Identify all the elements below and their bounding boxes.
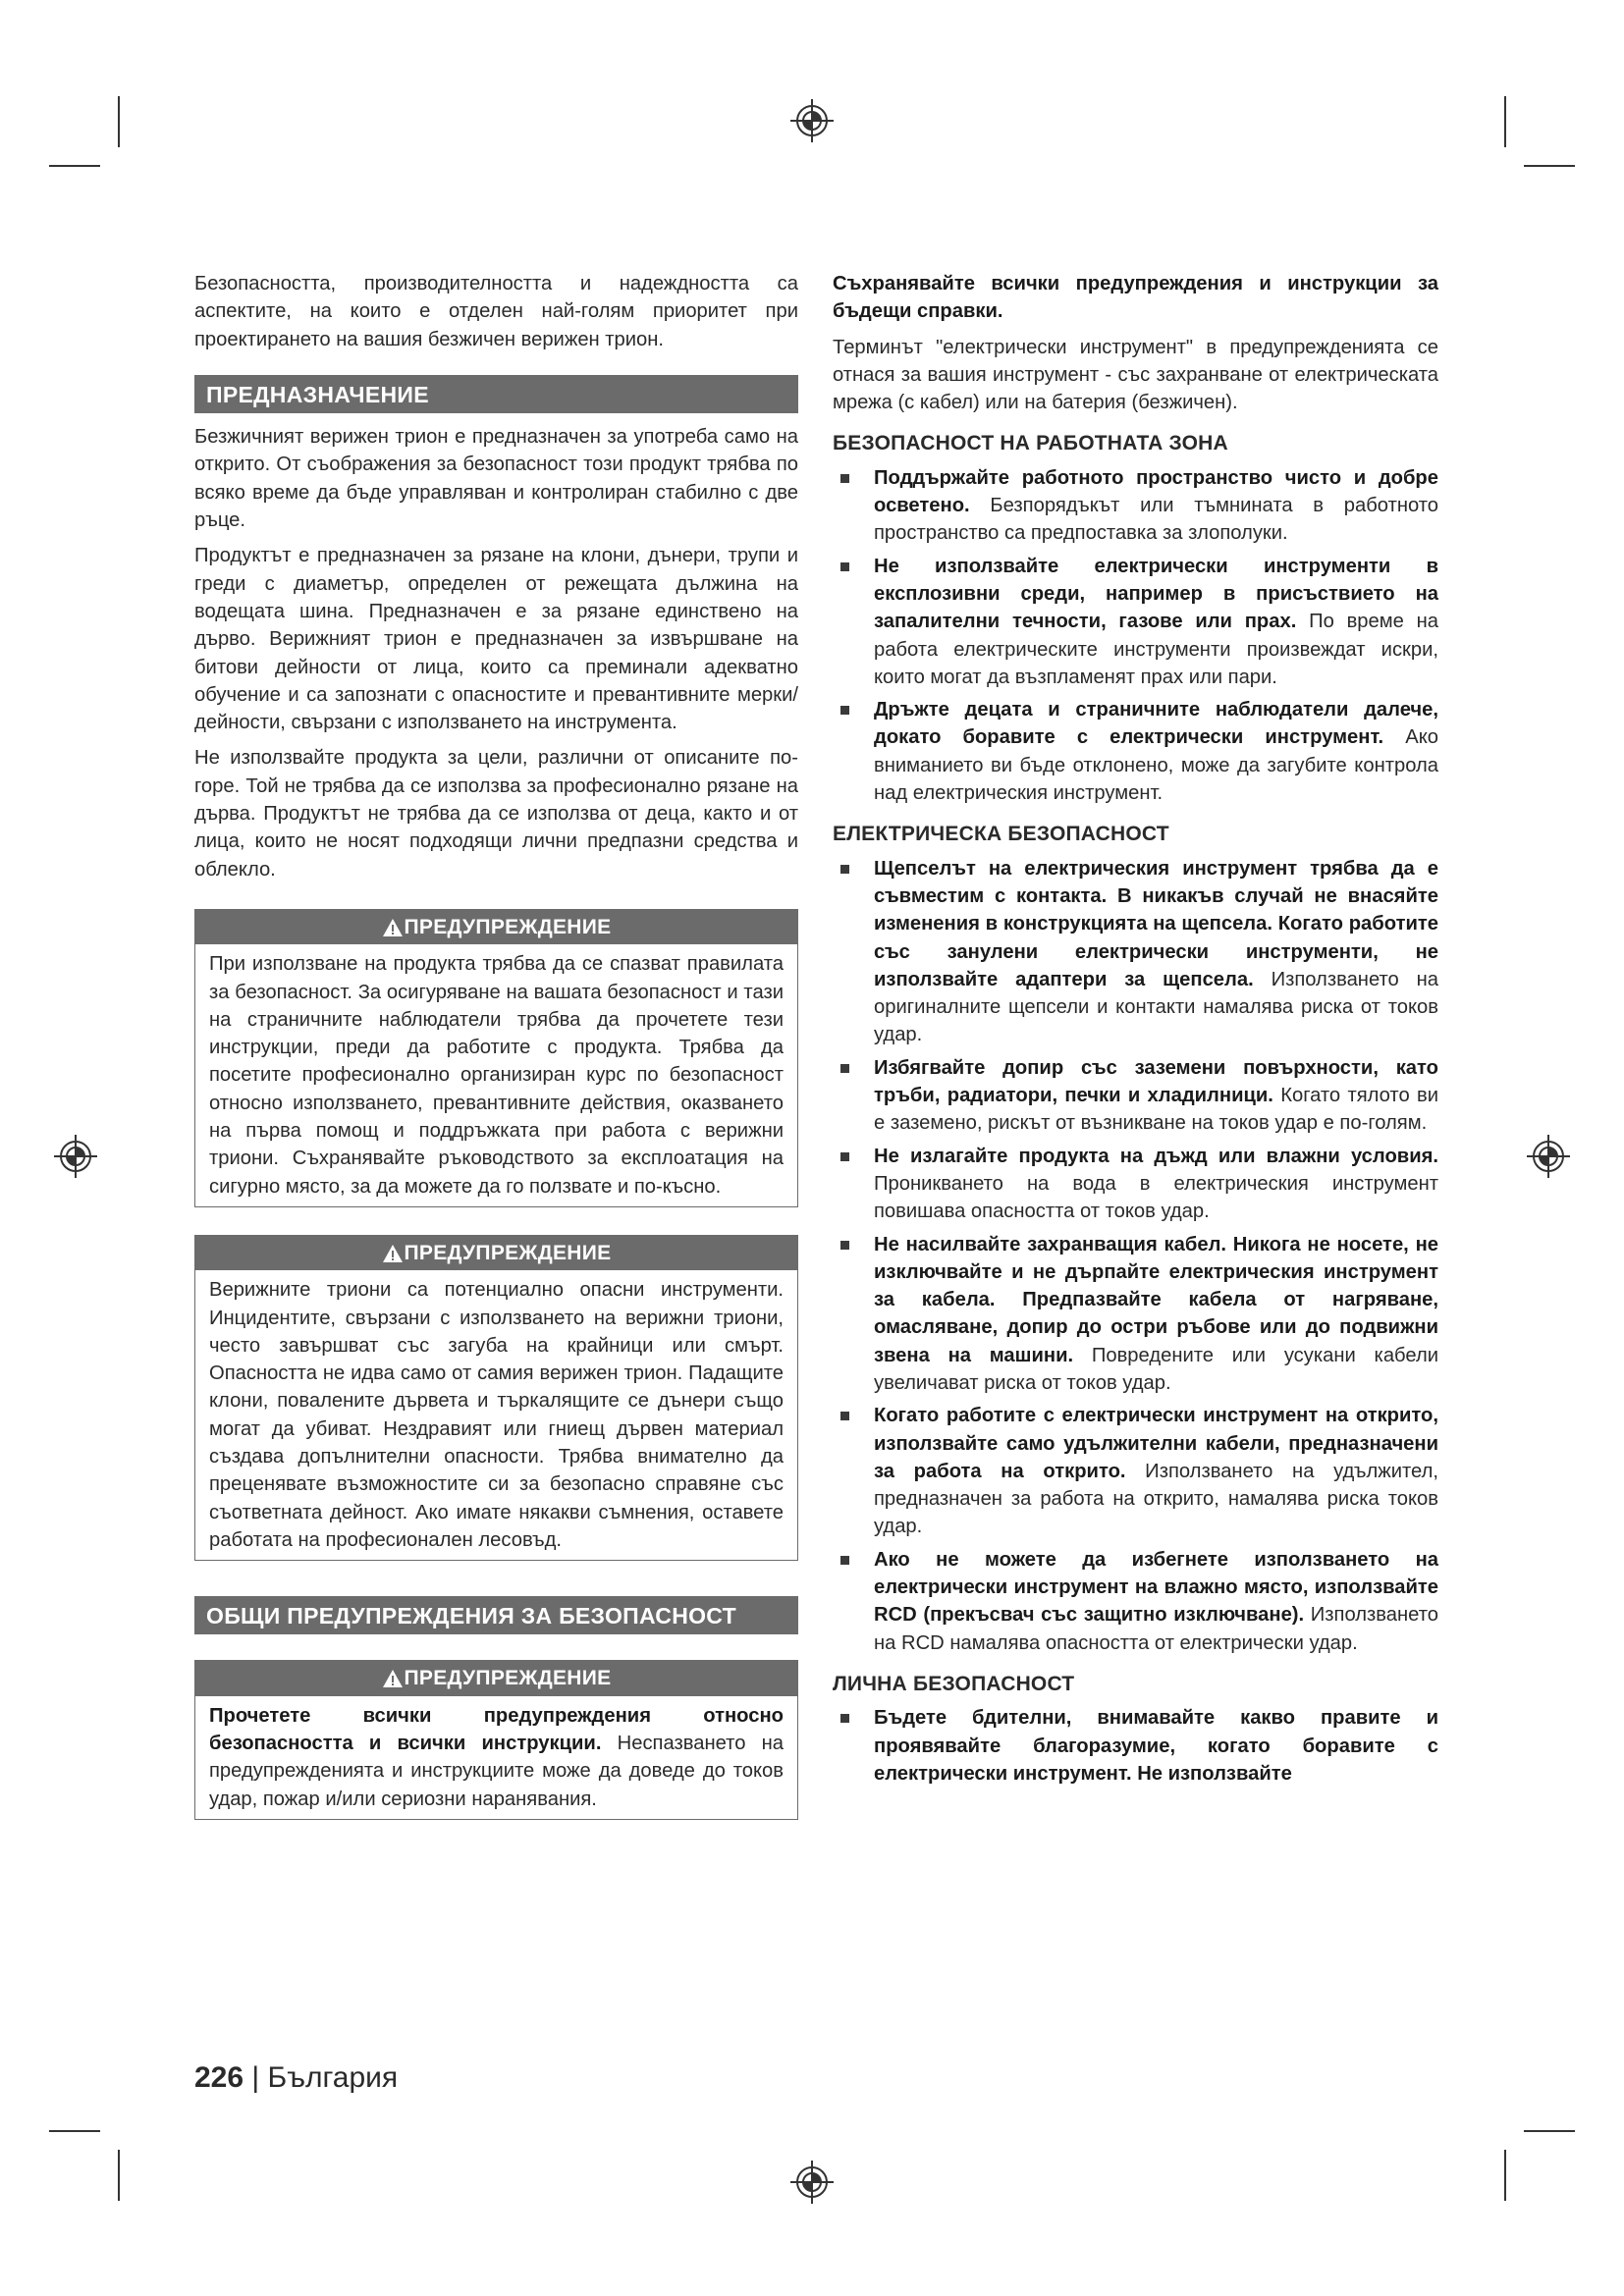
term-definition: Терминът "електрически инструмент" в предупрежденията се отнася за вашия инструмент - със захранване от електрическата мрежа (с кабел) или на батерия (безжичен). bbox=[833, 336, 1438, 414]
crop-mark bbox=[1504, 2150, 1506, 2201]
warning-header bbox=[195, 910, 797, 944]
list-item bbox=[833, 1546, 1438, 1657]
left-column bbox=[194, 270, 798, 1830]
warning-label: ПРЕДУПРЕЖДЕНИЕ bbox=[404, 1241, 612, 1264]
warning-header bbox=[195, 1661, 797, 1695]
work-area-list bbox=[833, 464, 1438, 808]
list-item bbox=[833, 1231, 1438, 1398]
list-item-text: Повредените или усукани кабели увеличават риска от токов удар. bbox=[874, 1344, 1438, 1394]
square-bullet-icon bbox=[840, 474, 849, 483]
square-bullet-icon bbox=[840, 1152, 849, 1161]
section-heading-general-warnings: ОБЩИ ПРЕДУПРЕЖДЕНИЯ ЗА БЕЗОПАСНОСТ bbox=[194, 1596, 798, 1634]
registration-mark-icon bbox=[789, 98, 835, 143]
square-bullet-icon bbox=[840, 562, 849, 571]
warning-plain-text: Неспазването на предупрежденията и инструкциите може да доведе до токов удар, пожар и/или сериозни наранявания. bbox=[209, 1733, 784, 1810]
crop-mark bbox=[1524, 2130, 1575, 2132]
crop-mark bbox=[49, 165, 100, 167]
square-bullet-icon bbox=[840, 1714, 849, 1723]
list-item-bold: Щепселът на електрическия инструмент трябва да е съвместим с контакта. В никакъв случай не внасяйте изменения в конструкцията на щепсела. Когато работите със занулени електрически инструменти, не използвайте адаптери за щепсела. bbox=[874, 857, 1438, 990]
list-item bbox=[833, 1143, 1438, 1226]
registration-mark-icon bbox=[1526, 1134, 1571, 1179]
list-item-bold: Не използвайте електрически инструменти в експлозивни среди, например в присъствието на запалителни течности, газове или прах. bbox=[874, 555, 1438, 633]
list-item bbox=[833, 1402, 1438, 1540]
crop-mark bbox=[1524, 165, 1575, 167]
square-bullet-icon bbox=[840, 865, 849, 874]
list-item bbox=[833, 855, 1438, 1049]
subheading-work-area: БЕЗОПАСНОСТ НА РАБОТНАТА ЗОНА bbox=[833, 432, 1228, 455]
list-item-text: Използването на удължител, предназначен за работа на открито, намалява риска токов удар. bbox=[874, 1460, 1438, 1538]
warning-box bbox=[194, 1235, 798, 1561]
warning-triangle-icon bbox=[382, 918, 404, 937]
warning-text: При използване на продукта трябва да се спазват правилата за безопасност. За осигуряване на вашата безопасност и тази на страничните наблюдатели трябва да прочетете тези инструкции, преди да работите с продукта. Трябва да посетите професионално организиран курс по безопасност относно използването, превантивните действия, оказването на първа помощ и поддръжката при работа с верижни триони. Съхранявайте ръководството за експлоатация на сигурно място, за да можете да го ползвате и по-късно. bbox=[209, 953, 784, 1198]
list-item-bold: Бъдете бдителни, внимавайте какво правите и проявявайте благоразумие, когато боравите с електрически инструмент. Не използвайте bbox=[874, 1707, 1438, 1785]
list-item-text: Проникването на вода в електрическия инструмент повишава опасността от токов удар. bbox=[874, 1172, 1438, 1223]
list-item-bold: Не излагайте продукта на дъжд или влажни условия. bbox=[874, 1145, 1438, 1167]
right-column bbox=[833, 270, 1438, 1792]
warning-text: Верижните триони са потенциално опасни инструменти. Инцидентите, свързани с използването на верижни триони, често завършват със загуба на крайници или смърт. Опасността не идва само от самия верижен трион. Падащите клони, повалените дървета и търкалящите се дънери също могат да убиват. Нездравият или гниещ дървен материал създава допълнителни опасности. Трябва внимателно да преценявате възможностите си за безопасно справяне със съответната дейност. Ако имате някакви съмнения, оставете работата на професионален лесовъд. bbox=[209, 1279, 784, 1551]
electrical-list bbox=[833, 855, 1438, 1657]
page-footer bbox=[194, 2061, 398, 2095]
list-item-bold: Не насилвайте захранващия кабел. Никога не носете, не изключвайте и не дърпайте електрическия инструмент за кабела. Предпазвайте кабела от нагряване, омасляване, допир до остри ръбове или до подвижни звена на машини. bbox=[874, 1233, 1438, 1366]
list-item-bold: Когато работите с електрически инструмент на открито, използвайте само удължителни кабели, предназначени за работа на открито. bbox=[874, 1405, 1438, 1482]
list-item-text: Използването на оригиналните щепсели и контакти намалява риска от токов удар. bbox=[874, 968, 1438, 1046]
square-bullet-icon bbox=[840, 1556, 849, 1565]
warning-label: ПРЕДУПРЕЖДЕНИЕ bbox=[404, 915, 612, 938]
list-item bbox=[833, 553, 1438, 691]
warning-text bbox=[209, 1702, 784, 1813]
list-item-text: Когато тялото ви е заземено, рискът от възникване на токов удар е по-голям. bbox=[874, 1085, 1438, 1135]
crop-mark bbox=[49, 2130, 100, 2132]
registration-mark-icon bbox=[789, 2160, 835, 2205]
list-item bbox=[833, 1704, 1438, 1788]
warning-box bbox=[194, 1660, 798, 1819]
list-item bbox=[833, 1054, 1438, 1138]
page-number: 226 bbox=[194, 2061, 244, 2094]
save-instructions bbox=[833, 270, 1438, 326]
intro-paragraph: Безопасността, производителността и надеждността са аспектите, на които е отделен най-голям приоритет при проектирането на вашия безжичен верижен трион. bbox=[194, 273, 798, 350]
purpose-paragraph: Продуктът е предназначен за рязане на клони, дънери, трупи и греди с диаметър, определен от режещата дължина на водещата шина. Предназначен е за рязане единствено на дърво. Верижният трион е предназначен за извършване на битови дейности от лица, които са преминали адекватно обучение и са запознати с опасностите и превантивните мерки/дейности, свързани с използването на инструмента. bbox=[194, 545, 798, 734]
square-bullet-icon bbox=[840, 1241, 849, 1250]
list-item-text: По време на работа електрическите инструменти произвеждат искри, които могат да възпламенят прах или пари. bbox=[874, 611, 1438, 688]
list-item-bold: Дръжте децата и страничните наблюдатели далече, докато боравите с електрически инструмент. bbox=[874, 699, 1438, 749]
square-bullet-icon bbox=[840, 706, 849, 715]
personal-list bbox=[833, 1704, 1438, 1788]
warning-triangle-icon bbox=[382, 1244, 404, 1263]
subheading-personal: ЛИЧНА БЕЗОПАСНОСТ bbox=[833, 1672, 1075, 1695]
save-instructions-bold: Съхранявайте всички предупреждения и инструкции за бъдещи справки. bbox=[833, 273, 1438, 323]
registration-mark-icon bbox=[53, 1134, 98, 1179]
square-bullet-icon bbox=[840, 1412, 849, 1420]
warning-triangle-icon bbox=[382, 1669, 404, 1688]
crop-mark bbox=[118, 2150, 120, 2201]
warning-bold-text: Прочетете всички предупреждения относно безопасността и всички инструкции. bbox=[209, 1704, 784, 1755]
list-item-bold: Поддържайте работното пространство чисто и добре осветено. bbox=[874, 466, 1438, 517]
section-heading-purpose: ПРЕДНАЗНАЧЕНИЕ bbox=[194, 375, 798, 413]
subheading-electrical: ЕЛЕКТРИЧЕСКА БЕЗОПАСНОСТ bbox=[833, 823, 1169, 846]
crop-mark bbox=[118, 96, 120, 147]
purpose-paragraph: Безжичният верижен трион е предназначен за употреба само на открито. От съображения за безопасност този продукт трябва по всяко време да бъде управляван и контролиран стабилно с две ръце. bbox=[194, 426, 798, 532]
list-item-bold: Избягвайте допир със заземени повърхности, като тръби, радиатори, печки и хладилници. bbox=[874, 1056, 1438, 1107]
list-item bbox=[833, 696, 1438, 807]
list-item-text: Безпорядъкът или тъмнината в работното пространство са предпоставка за злополуки. bbox=[874, 495, 1438, 545]
square-bullet-icon bbox=[840, 1064, 849, 1073]
warning-header bbox=[195, 1236, 797, 1270]
list-item bbox=[833, 464, 1438, 548]
list-item-text: Ако вниманието ви бъде отклонено, може да загубите контрола над електрическия инструмент. bbox=[874, 726, 1438, 805]
purpose-paragraph: Не използвайте продукта за цели, различни от описаните по-горе. Той не трябва да се използва за професионално рязане на дърва. Продуктът не трябва да се използва от деца, както и от лица, които не носят подходящи лични предпазни средства и облекло. bbox=[194, 747, 798, 881]
footer-country: България bbox=[267, 2061, 399, 2094]
warning-label: ПРЕДУПРЕЖДЕНИЕ bbox=[404, 1667, 612, 1690]
warning-box bbox=[194, 909, 798, 1207]
crop-mark bbox=[1504, 96, 1506, 147]
list-item-text: Използването на RCD намалява опасността от електрически удар. bbox=[874, 1604, 1438, 1654]
footer-separator: | bbox=[251, 2061, 260, 2094]
list-item-bold: Ако не можете да избегнете използването на електрически инструмент на влажно място, използвайте RCD (прекъсвач със защитно изключване). bbox=[874, 1548, 1438, 1627]
